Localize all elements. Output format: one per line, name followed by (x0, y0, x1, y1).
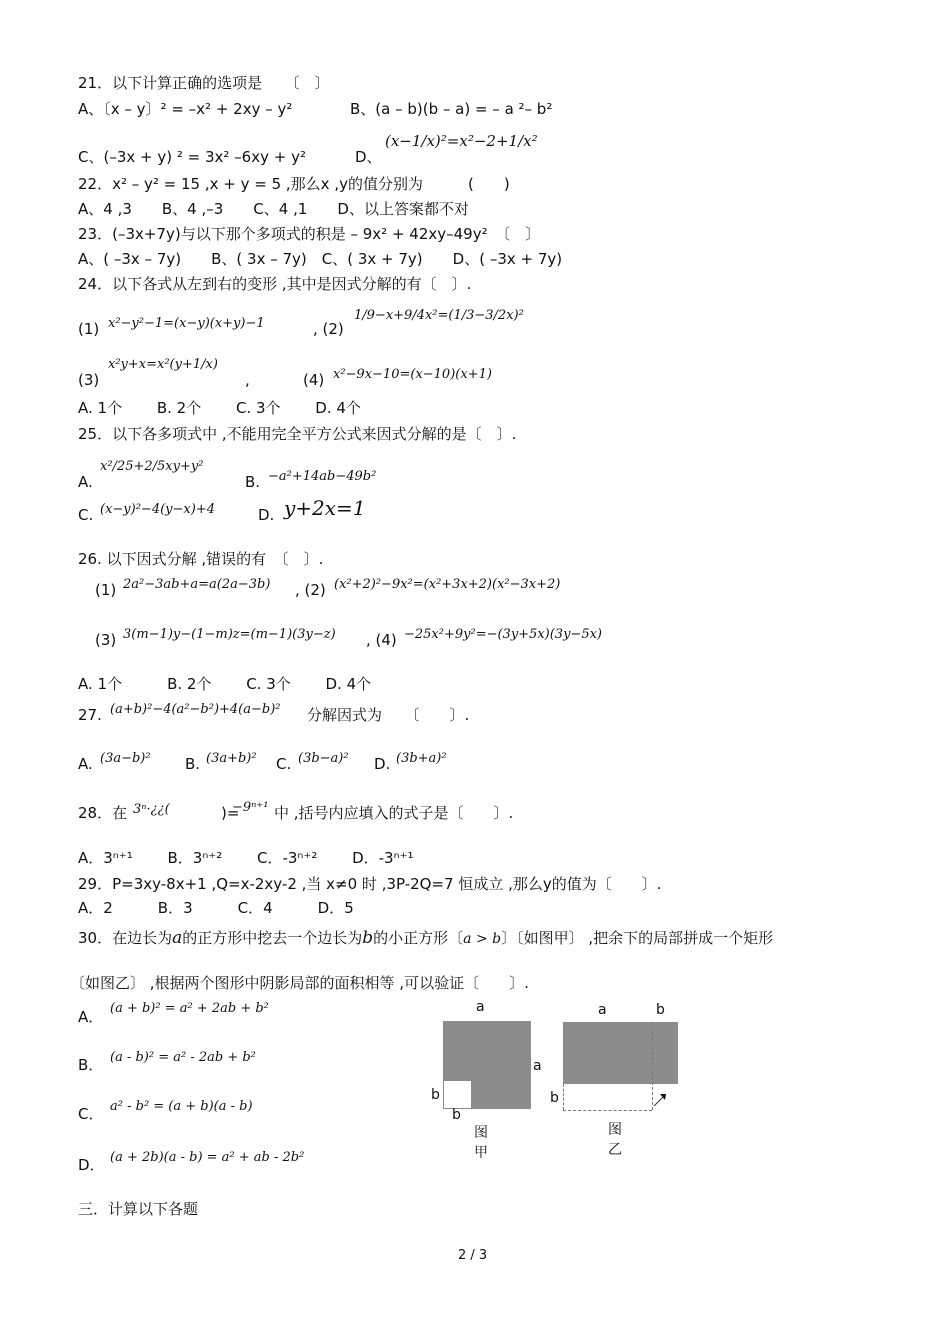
q29-stem: 29．P=3xy-8x+1 ,Q=x-2xy-2 ,当 x≠0 时 ,3P-2Q=7 恒成立 ,那么y的值为〔 〕. (78, 875, 662, 893)
figure-yi-label-a: a (598, 1002, 607, 1018)
q28-options: A．3ⁿ⁺¹ B．3ⁿ⁺² C．-3ⁿ⁺² D．-3ⁿ⁺¹ (78, 849, 414, 867)
q27-option-d-expr: (3b+a)² (396, 751, 447, 766)
q21-option-b: B、(a – b)(b – a) = – a ²– b² (350, 100, 553, 118)
q25-option-b-label: B. (245, 473, 261, 491)
q27-option-b-expr: (3a+b)² (206, 751, 257, 766)
q24-item4-expr: x²−9x−10=(x−10)(x+1) (333, 367, 492, 382)
q24-item1-label: (1) (78, 320, 100, 338)
figure-jia-label-left-b: b (431, 1087, 440, 1103)
figure-jia-shade-bottom (471, 1081, 531, 1109)
q25-option-b-expr: −a²+14ab−49b² (268, 469, 377, 484)
q24-item3-label: (3) (78, 371, 100, 389)
q26-stem: 26. 以下因式分解 ,错误的有 〔 〕. (78, 550, 324, 568)
q28-prefix: 28．在 (78, 804, 128, 822)
figure-jia-shade-top (443, 1021, 531, 1081)
q27-option-a-expr: (3a−b)² (100, 751, 151, 766)
q30-option-a-label: A． (78, 1008, 104, 1026)
q24-item3-sep: , (245, 371, 250, 389)
q25-option-d-expr: y+2x=1 (284, 496, 366, 520)
figure-jia-caption: 图甲 (474, 1125, 488, 1161)
q30-var-b: b (362, 928, 374, 948)
q30-stem-post: 〕〔如图甲〕 ,把余下的局部拼成一个矩形 (501, 929, 774, 947)
q30-option-c-label: C． (78, 1105, 104, 1123)
figure-yi-shade (563, 1022, 678, 1084)
q26-item2-expr: (x²+2)²−9x²=(x²+3x+2)(x²−3x+2) (334, 577, 561, 592)
q30-stem-line2: 〔如图乙〕 ,根据两个图形中阴影局部的面积相等 ,可以验证〔 〕. (70, 974, 529, 992)
q30-option-d-expr: (a + 2b)(a - b) = a² + ab - 2b² (110, 1150, 305, 1165)
figure-yi-caption: 图乙 (608, 1122, 622, 1158)
q25-option-a-label: A. (78, 473, 93, 491)
figure-jia-label-bottom-b: b (452, 1107, 461, 1123)
figure-yi-dash-bottom (563, 1110, 652, 1111)
q25-option-c-expr: (x−y)²−4(y−x)+4 (100, 502, 215, 517)
q27-expr: (a+b)²−4(a²−b²)+4(a−b)² (110, 702, 281, 717)
q27-option-a-label: A. (78, 755, 93, 773)
q30-var-a: a (172, 928, 183, 948)
figure-yi-label-left-b: b (550, 1090, 559, 1106)
q21-stem: 21．以下计算正确的选项是 〔 〕 (78, 74, 330, 92)
q30-stem-mid2: 的小正方形〔 (373, 929, 464, 947)
q24-item1-expr: x²−y²−1=(x−y)(x+y)−1 (108, 316, 265, 331)
q26-item1-label: (1) (95, 581, 117, 599)
q27-tail: 分解因式为 〔 〕. (307, 706, 470, 724)
q28-suffix: 中 ,括号内应填入的式子是〔 〕. (274, 804, 514, 822)
q24-item3-expr: x²y+x=x²(y+1/x) (108, 357, 218, 372)
figure-yi-label-b: b (656, 1002, 665, 1018)
q30-option-a-expr: (a + b)² = a² + 2ab + b² (110, 1001, 269, 1016)
q25-stem: 25．以下各多项式中 ,不能用完全平方公式来因式分解的是〔 〕. (78, 425, 517, 443)
q21-option-c: C、(–3x + y) ² = 3x² –6xy + y² (78, 148, 306, 166)
q22-options: A、4 ,3 B、4 ,–3 C、4 ,1 D、以上答案都不对 (78, 200, 469, 218)
q28-expr1: 3ⁿ·¿¿( (133, 802, 170, 817)
q29-options: A．2 B．3 C．4 D．5 (78, 899, 354, 917)
q26-item1-expr: 2a²−3ab+a=a(2a−3b) (123, 577, 271, 592)
page-number: 2 / 3 (458, 1248, 488, 1263)
q23-options: A、( –3x – 7y) B、( 3x – 7y) C、( 3x + 7y) D、( –3x + 7y) (78, 250, 563, 268)
q26-options: A. 1个 B. 2个 C. 3个 D. 4个 (78, 675, 372, 693)
q27-option-c-label: C. (276, 755, 292, 773)
q22-stem: 22．x² – y² = 15 ,x + y = 5 ,那么x ,y的值分别为 ( ) (78, 175, 510, 193)
q23-stem: 23．(–3x+7y)与以下那个多项式的积是 – 9x² + 42xy–49y² 〔 〕 (78, 225, 541, 243)
q27-option-c-expr: (3b−a)² (298, 751, 349, 766)
q25-option-a-expr: x²/25+2/5xy+y² (100, 459, 204, 474)
figure-yi-arrow-icon (652, 1090, 670, 1108)
q28-expr2: −9ⁿ⁺¹ (232, 800, 269, 815)
q26-item4-expr: −25x²+9y²=−(3y+5x)(3y−5x) (404, 627, 602, 642)
q24-options: A. 1个 B. 2个 C. 3个 D. 4个 (78, 399, 361, 417)
q21-option-a: A、〔x – y〕² = –x² + 2xy – y² (78, 100, 293, 118)
q24-item2-label: , (2) (313, 320, 344, 338)
q25-option-d-label: D. (258, 506, 275, 524)
q25-option-c-label: C. (78, 506, 94, 524)
q30-option-b-label: B． (78, 1056, 104, 1074)
q24-item4-label: (4) (303, 371, 325, 389)
q26-item3-label: (3) (95, 631, 117, 649)
q30-condition: a > b (463, 931, 502, 947)
q30-stem-line1 (78, 928, 773, 949)
q26-item3-expr: 3(m−1)y−(1−m)z=(m−1)(3y−z) (123, 627, 336, 642)
q28-blank: )= (176, 804, 240, 822)
q21-option-d-label: D、 (355, 148, 382, 166)
q24-item2-expr: 1/9−x+9/4x²=(1/3−3/2x)² (354, 308, 524, 323)
q30-stem-mid: 的正方形中挖去一个边长为 (182, 929, 363, 947)
figure-jia-label-top: a (476, 999, 485, 1015)
q21-option-d-expr: (x−1/x)²=x²−2+1/x² (385, 132, 538, 150)
section-3-heading: 三．计算以下各题 (78, 1200, 199, 1218)
q30-option-c-expr: a² - b² = (a + b)(a - b) (110, 1099, 253, 1114)
figure-jia-cutout (443, 1081, 472, 1109)
q30-stem-pre: 30．在边长为 (78, 929, 173, 947)
q26-item4-label: , (4) (366, 631, 397, 649)
q27-option-d-label: D. (374, 755, 391, 773)
q24-stem: 24．以下各式从左到右的变形 ,其中是因式分解的有〔 〕. (78, 275, 472, 293)
q30-option-b-expr: (a - b)² = a² - 2ab + b² (110, 1050, 256, 1065)
figure-yi-dash-left (563, 1084, 564, 1110)
q30-option-d-label: D． (78, 1156, 105, 1174)
q27-option-b-label: B. (185, 755, 201, 773)
figure-jia-label-right: a (533, 1058, 542, 1074)
q27-number: 27. (78, 706, 102, 724)
q26-item2-label: , (2) (295, 581, 326, 599)
